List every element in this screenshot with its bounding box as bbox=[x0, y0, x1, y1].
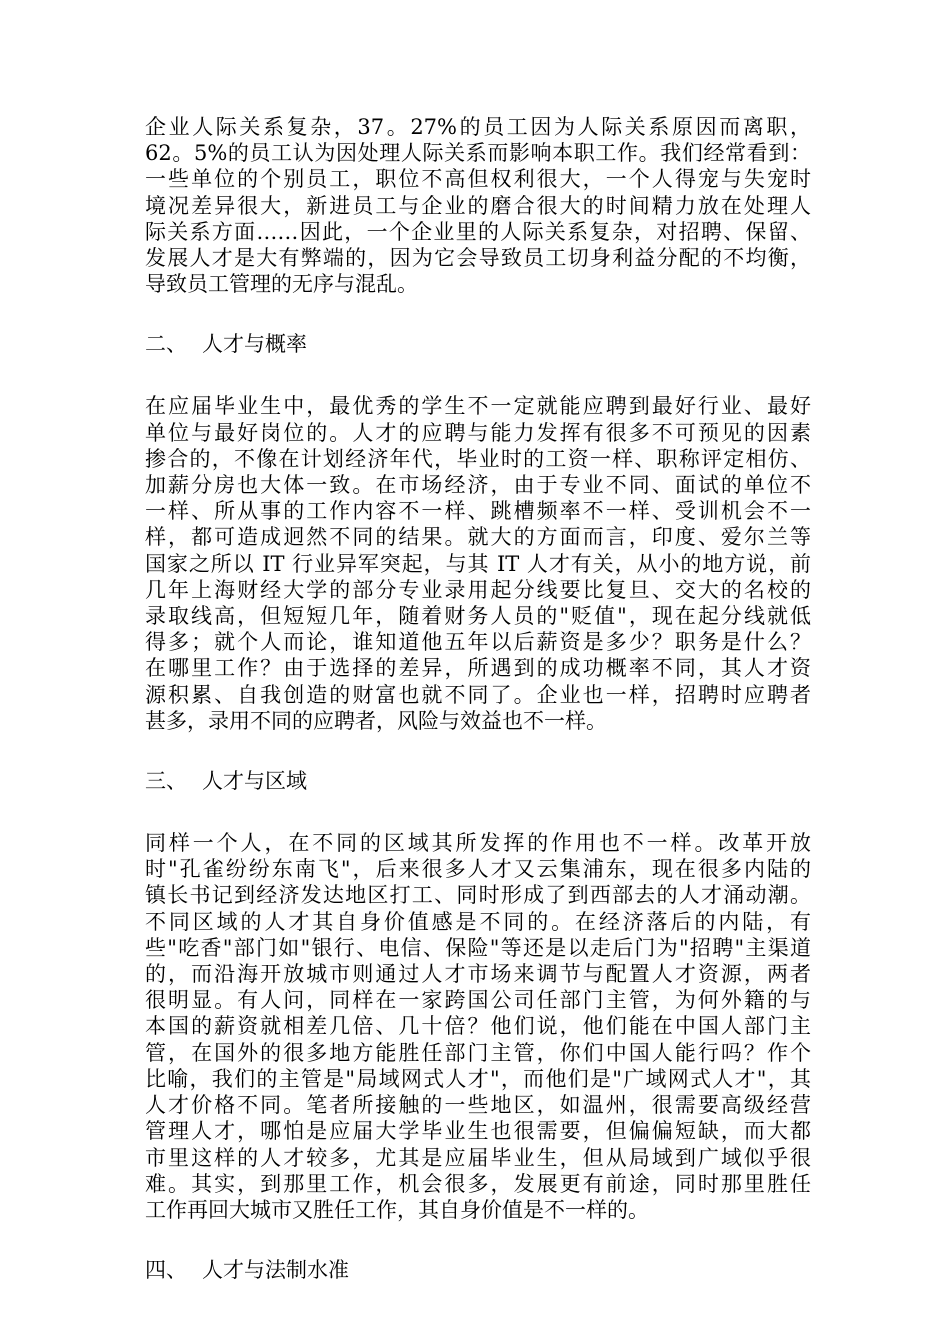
section-number: 二、 bbox=[145, 332, 187, 357]
section-title: 人才与区域 bbox=[202, 769, 307, 794]
text-line: 境况差异很大，新进员工与企业的磨合很大的时间精力放在处理人 bbox=[145, 193, 811, 218]
text-line: 很明显。有人问，同样在一家跨国公司任部门主管，为何外籍的与 bbox=[145, 988, 811, 1013]
text-line: 样，都可造成迥然不同的结果。就大的方面而言，印度、爱尔兰等 bbox=[145, 525, 811, 550]
section-number: 三、 bbox=[145, 769, 187, 794]
document-page bbox=[145, 114, 811, 1283]
text-line: 掺合的，不像在计划经济年代，毕业时的工资一样、职称评定相仿、 bbox=[145, 446, 811, 471]
text-line: 发展人才是大有弊端的，因为它会导致员工切身利益分配的不均衡， bbox=[145, 246, 811, 271]
text-line: 比喻，我们的主管是"局域网式人才"，而他们是"广域网式人才"，其 bbox=[145, 1066, 811, 1091]
section-number: 四、 bbox=[145, 1258, 187, 1283]
text-line: 管，在国外的很多地方能胜任部门主管，你们中国人能行吗？作个 bbox=[145, 1040, 811, 1065]
text-line: 本国的薪资就相差几倍、几十倍？他们说，他们能在中国人部门主 bbox=[145, 1014, 811, 1039]
text-line: 甚多，录用不同的应聘者，风险与效益也不一样。 bbox=[145, 708, 607, 733]
text-line: 一些单位的个别员工，职位不高但权利很大，一个人得宠与失宠时 bbox=[145, 167, 811, 192]
text-line: 时"孔雀纷纷东南飞"，后来很多人才又云集浦东，现在很多内陆的 bbox=[145, 857, 811, 882]
section-heading-2 bbox=[145, 331, 811, 357]
section-heading-3 bbox=[145, 768, 811, 794]
section-title: 人才与法制水准 bbox=[202, 1258, 349, 1283]
text-line: 的，而沿海开放城市则通过人才市场来调节与配置人才资源，两者 bbox=[145, 962, 811, 987]
paragraph-talent-region bbox=[145, 830, 811, 1223]
text-line: 一样、所从事的工作内容不一样、跳槽频率不一样、受训机会不一 bbox=[145, 499, 811, 524]
text-line: 加薪分房也大体一致。在市场经济，由于专业不同、面试的单位不 bbox=[145, 473, 811, 498]
text-line: 同样一个人，在不同的区域其所发挥的作用也不一样。改革开放 bbox=[145, 831, 811, 856]
text-line: 工作再回大城市又胜任工作，其自身价值是不一样的。 bbox=[145, 1197, 649, 1222]
paragraph-talent-probability bbox=[145, 393, 811, 734]
text-line: 些"吃香"部门如"银行、电信、保险"等还是以走后门为"招聘"主渠道 bbox=[145, 935, 811, 960]
text-line: 在哪里工作？由于选择的差异，所遇到的成功概率不同，其人才资 bbox=[145, 656, 811, 681]
text-line: 难。其实，到那里工作，机会很多，发展更有前途，同时那里胜任 bbox=[145, 1171, 811, 1196]
text-line: 镇长书记到经济发达地区打工、同时形成了到西部去的人才涌动潮。 bbox=[145, 883, 811, 908]
text-line: 企业人际关系复杂，37。27%的员工因为人际关系原因而离职， bbox=[145, 115, 811, 139]
text-line: 62。5%的员工认为因处理人际关系而影响本职工作。我们经常看到： bbox=[145, 141, 811, 166]
text-line: 单位与最好岗位的。人才的应聘与能力发挥有很多不可预见的因素 bbox=[145, 420, 811, 445]
text-line: 国家之所以 IT 行业异军突起，与其 IT 人才有关，从小的地方说，前 bbox=[145, 551, 811, 576]
paragraph-interpersonal-relations bbox=[145, 114, 811, 297]
text-line: 得多；就个人而论，谁知道他五年以后薪资是多少？职务是什么？ bbox=[145, 630, 811, 655]
text-line: 导致员工管理的无序与混乱。 bbox=[145, 272, 418, 297]
text-line: 录取线高，但短短几年，随着财务人员的"贬值"，现在起分线就低 bbox=[145, 604, 811, 629]
text-line: 在应届毕业生中，最优秀的学生不一定就能应聘到最好行业、最好 bbox=[145, 394, 811, 419]
text-line: 几年上海财经大学的部分专业录用起分线要比复旦、交大的名校的 bbox=[145, 577, 811, 602]
text-line: 不同区域的人才其自身价值感是不同的。在经济落后的内陆，有 bbox=[145, 909, 811, 934]
text-line: 人才价格不同。笔者所接触的一些地区，如温州，很需要高级经营 bbox=[145, 1093, 811, 1118]
text-line: 管理人才，哪怕是应届大学毕业生也很需要，但偏偏短缺，而大都 bbox=[145, 1119, 811, 1144]
text-line: 源积累、自我创造的财富也就不同了。企业也一样，招聘时应聘者 bbox=[145, 682, 811, 707]
text-line: 际关系方面……因此，一个企业里的人际关系复杂，对招聘、保留、 bbox=[145, 219, 811, 244]
text-line: 市里这样的人才较多，尤其是应届毕业生，但从局域到广域似乎很 bbox=[145, 1145, 811, 1170]
section-heading-4 bbox=[145, 1257, 811, 1283]
section-title: 人才与概率 bbox=[202, 332, 307, 357]
